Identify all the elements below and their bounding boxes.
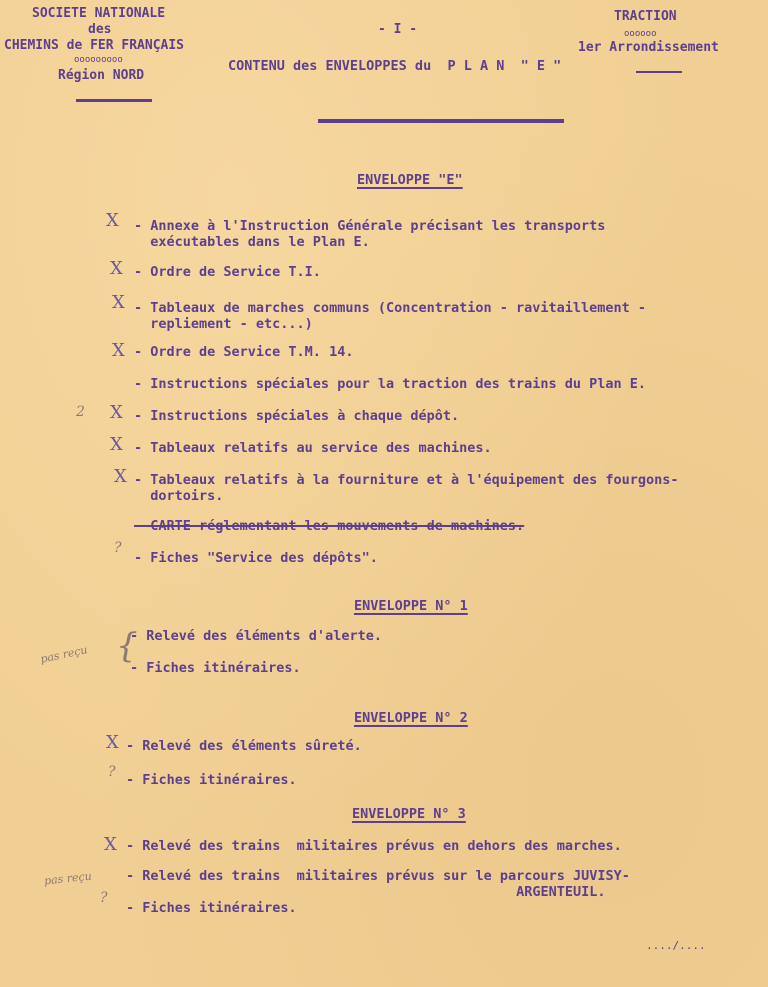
section-heading-3: ENVELOPPE N° 3 <box>352 806 466 822</box>
list-item: - Fiches itinéraires. <box>126 900 297 916</box>
question-mark-icon: ? <box>108 764 116 780</box>
check-mark-icon: X <box>106 210 119 231</box>
list-item: - Instructions spéciales pour la traction des trains du Plan E. <box>134 376 647 392</box>
check-mark-icon: X <box>110 434 123 455</box>
list-item: - Relevé des éléments sûreté. <box>126 738 362 754</box>
section-heading-1: ENVELOPPE N° 1 <box>354 598 468 614</box>
department-name: TRACTION <box>614 9 677 24</box>
department-separator: oooooo <box>624 29 657 39</box>
title-rule <box>318 119 564 123</box>
section-heading-2: ENVELOPPE N° 2 <box>354 710 468 726</box>
check-mark-icon: X <box>110 258 123 279</box>
org-des: des <box>88 22 112 37</box>
org-region: Région NORD <box>58 68 145 83</box>
org-railways: CHEMINS de FER FRANÇAIS <box>4 38 185 53</box>
list-item: - Tableaux relatifs au service des machines. <box>134 440 492 456</box>
brace-icon: { <box>116 626 138 666</box>
title-underline <box>636 71 682 73</box>
list-item: - Ordre de Service T.M. 14. <box>134 344 354 360</box>
question-mark-icon: ? <box>100 890 108 906</box>
check-mark-icon: X <box>114 466 127 487</box>
list-item: - Instructions spéciales à chaque dépôt. <box>134 408 460 424</box>
org-rule <box>76 99 152 102</box>
list-item: - Relevé des trains militaires prévus en dehors des marches. <box>126 838 622 854</box>
check-mark-icon: X <box>112 340 125 361</box>
list-item: - Ordre de Service T.I. <box>134 264 321 280</box>
list-item-struck: - CARTE réglementant les mouvements de machines. <box>134 518 525 534</box>
list-item: - Annexe à l'Instruction Générale précisant les transports exécutables dans le Plan E. <box>134 218 606 250</box>
list-item: - Tableaux de marches communs (Concentration - ravitaillement - repliement - etc...) <box>134 300 647 332</box>
continuation-mark: ..../.... <box>646 939 706 952</box>
check-mark-icon: X <box>106 732 119 753</box>
department-district: 1er Arrondissement <box>578 40 719 55</box>
handwritten-note: pas reçu <box>39 643 89 666</box>
handwritten-number: 2 <box>76 404 85 420</box>
check-mark-icon: X <box>112 292 125 313</box>
handwritten-note: pas reçu <box>43 869 93 888</box>
org-name: SOCIETE NATIONALE <box>32 6 166 21</box>
list-item: - Fiches itinéraires. <box>126 772 297 788</box>
list-item: - Relevé des éléments d'alerte. <box>130 628 382 644</box>
question-mark-icon: ? <box>114 540 122 556</box>
list-item: - Relevé des trains militaires prévus sur le parcours JUVISY- ARGENTEUIL. <box>126 868 630 900</box>
section-heading-e: ENVELOPPE "E" <box>357 172 463 188</box>
list-item: - Tableaux relatifs à la fourniture et à l'équipement des fourgons- dortoirs. <box>134 472 679 504</box>
document-title: CONTENU des ENVELOPPES du P L A N " E " <box>228 58 562 74</box>
org-separator: ooooooooo <box>74 55 123 65</box>
list-item: - Fiches itinéraires. <box>130 660 301 676</box>
page-number: - I - <box>378 22 418 37</box>
check-mark-icon: X <box>110 402 123 423</box>
list-item: - Fiches "Service des dépôts". <box>134 550 378 566</box>
check-mark-icon: X <box>104 834 117 855</box>
